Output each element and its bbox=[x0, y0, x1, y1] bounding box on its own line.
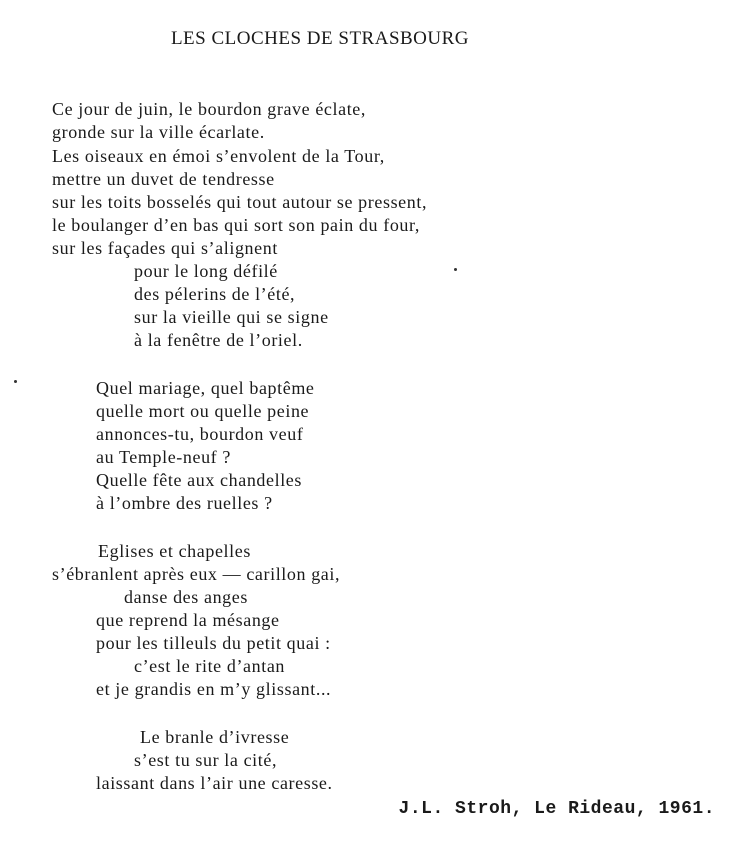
poem-line: au Temple-neuf ? bbox=[96, 447, 231, 467]
poem-line: et je grandis en m’y glissant... bbox=[96, 679, 332, 699]
poem-line: Eglises et chapelles bbox=[98, 541, 251, 561]
scan-speck bbox=[14, 380, 17, 383]
poem-line: à l’ombre des ruelles ? bbox=[96, 493, 273, 513]
poem-line: s’ébranlent après eux — carillon gai, bbox=[52, 564, 341, 584]
poem-line: s’est tu sur la cité, bbox=[134, 750, 278, 770]
poem-title: LES CLOCHES DE STRASBOURG bbox=[170, 28, 470, 49]
poem-line: sur la vieille qui se signe bbox=[134, 307, 329, 327]
poem-line: quelle mort ou quelle peine bbox=[96, 401, 310, 421]
poem-line: annonces-tu, bourdon veuf bbox=[96, 424, 304, 444]
poem-line: Ce jour de juin, le bourdon grave éclate, bbox=[52, 99, 366, 119]
poem-line: Quelle fête aux chandelles bbox=[96, 470, 303, 490]
poem-line: Le branle d’ivresse bbox=[140, 727, 290, 747]
poem-line: des pélerins de l’été, bbox=[134, 284, 296, 304]
poem-line: pour le long défilé bbox=[134, 261, 278, 281]
poem-line: c’est le rite d’antan bbox=[134, 656, 286, 676]
poem-line: Les oiseaux en émoi s’envolent de la Tour, bbox=[52, 146, 385, 166]
poem-line: sur les toits bosselés qui tout autour se pressent, bbox=[52, 192, 428, 212]
poem-line: le boulanger d’en bas qui sort son pain du four, bbox=[52, 215, 421, 235]
poem-line: danse des anges bbox=[124, 587, 248, 607]
poem-line: laissant dans l’air une caresse. bbox=[96, 773, 333, 793]
scan-speck bbox=[454, 268, 457, 271]
poem-line: que reprend la mésange bbox=[96, 610, 280, 630]
signature: J.L. Stroh, Le Rideau, 1961. bbox=[398, 799, 715, 819]
poem-line: mettre un duvet de tendresse bbox=[52, 169, 275, 189]
poem-line: pour les tilleuls du petit quai : bbox=[96, 633, 331, 653]
poem-line: sur les façades qui s’alignent bbox=[52, 238, 278, 258]
poem-line: gronde sur la ville écarlate. bbox=[52, 122, 265, 142]
poem-line: Quel mariage, quel baptême bbox=[96, 378, 315, 398]
poem-line: à la fenêtre de l’oriel. bbox=[134, 330, 303, 350]
